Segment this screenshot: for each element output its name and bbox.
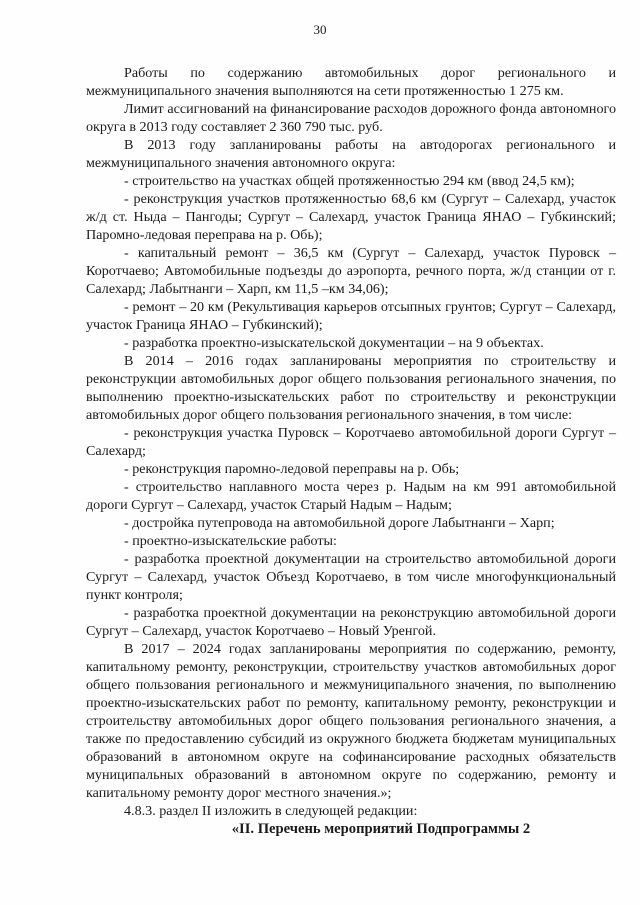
document-body [86,64,616,838]
paragraph: В 2017 – 2024 годах запланированы мероприятия по содержанию, ремонту, капитальному ремонту, реконструкции, строительству участков автомобильных дорог общего пользования регионального и межмуниципального значения, по выполнению проектно-изыскательских работ по ремонту, капитальному ремонту, реконструкции и строительству автомобильных дорог общего пользования регионального значения, а также по предоставлению субсидий из окружного бюджета бюджетам муниципальных образований в автономном округе на софинансирование расходных обязательств муниципальных образований в автономном округе по содержанию, ремонту и капитальному ремонту дорог местного значения.»; [86,641,616,801]
paragraph: Работы по содержанию автомобильных дорог регионального и межмуниципального значения выполняются на сети протяженностью 1 275 км. [86,65,616,99]
list-item: - разработка проектной документации на строительство автомобильной дороги Сургут – Салехард, участок Объезд Коротчаево, в том числе многофункциональный пункт контроля; [86,551,616,603]
list-item: - разработка проектной документации на реконструкцию автомобильной дороги Сургут – Салехард, участок Коротчаево – Новый Уренгой. [86,605,616,639]
list-item: - проектно-изыскательские работы: [124,533,337,549]
list-item: - достройка путепровода на автомобильной дороге Лабытнанги – Харп; [124,515,555,531]
paragraph: В 2014 – 2016 годах запланированы мероприятия по строительству и реконструкции автомобильных дорог общего пользования регионального значения, по выполнению проектно-изыскательских работ по строительству и реконструкции автомобильных дорог общего пользования регионального значения, в том числе: [86,353,616,423]
list-item: - реконструкция участка Пуровск – Коротчаево автомобильной дороги Сургут – Салехард; [86,425,616,459]
page-number: 30 [313,22,327,37]
paragraph: 4.8.3. раздел II изложить в следующей редакции: [124,803,418,819]
list-item: - строительство наплавного моста через р. Надым на км 991 автомобильной дороги Сургут – Салехард, участок Старый Надым – Надым; [86,479,616,513]
list-item: - строительство на участках общей протяженностью 294 км (ввод 24,5 км); [124,173,575,189]
list-item: - капитальный ремонт – 36,5 км (Сургут – Салехард, участок Пуровск – Коротчаево; Автомобильные подъезды до аэропорта, речного порта, ж/д станции от г. Салехард; Лабытнанги – Харп, км 11,5 –км 34,06); [86,245,616,297]
list-item: - ремонт – 20 км (Рекультивация карьеров отсыпных грунтов; Сургут – Салехард, участок Граница ЯНАО – Губкинский); [86,299,616,333]
list-item: - реконструкция участков протяженностью 68,6 км (Сургут – Салехард, участок ж/д ст. Ныда – Пангоды; Сургут – Салехард, участок Граница ЯНАО – Губкинский; Паромно-ледовая переправа на р. Обь); [86,191,616,243]
list-item: - разработка проектно-изыскательской документации – на 9 объектах. [124,335,544,351]
section-heading: «II. Перечень мероприятий Подпрограммы 2 [231,821,531,837]
list-item: - реконструкция паромно-ледовой переправы на р. Обь; [124,461,460,477]
paragraph: Лимит ассигнований на финансирование расходов дорожного фонда автономного округа в 2013 году составляет 2 360 790 тыс. руб. [86,101,616,135]
paragraph: В 2013 году запланированы работы на автодорогах регионального и межмуниципального значения автономного округа: [86,137,616,171]
